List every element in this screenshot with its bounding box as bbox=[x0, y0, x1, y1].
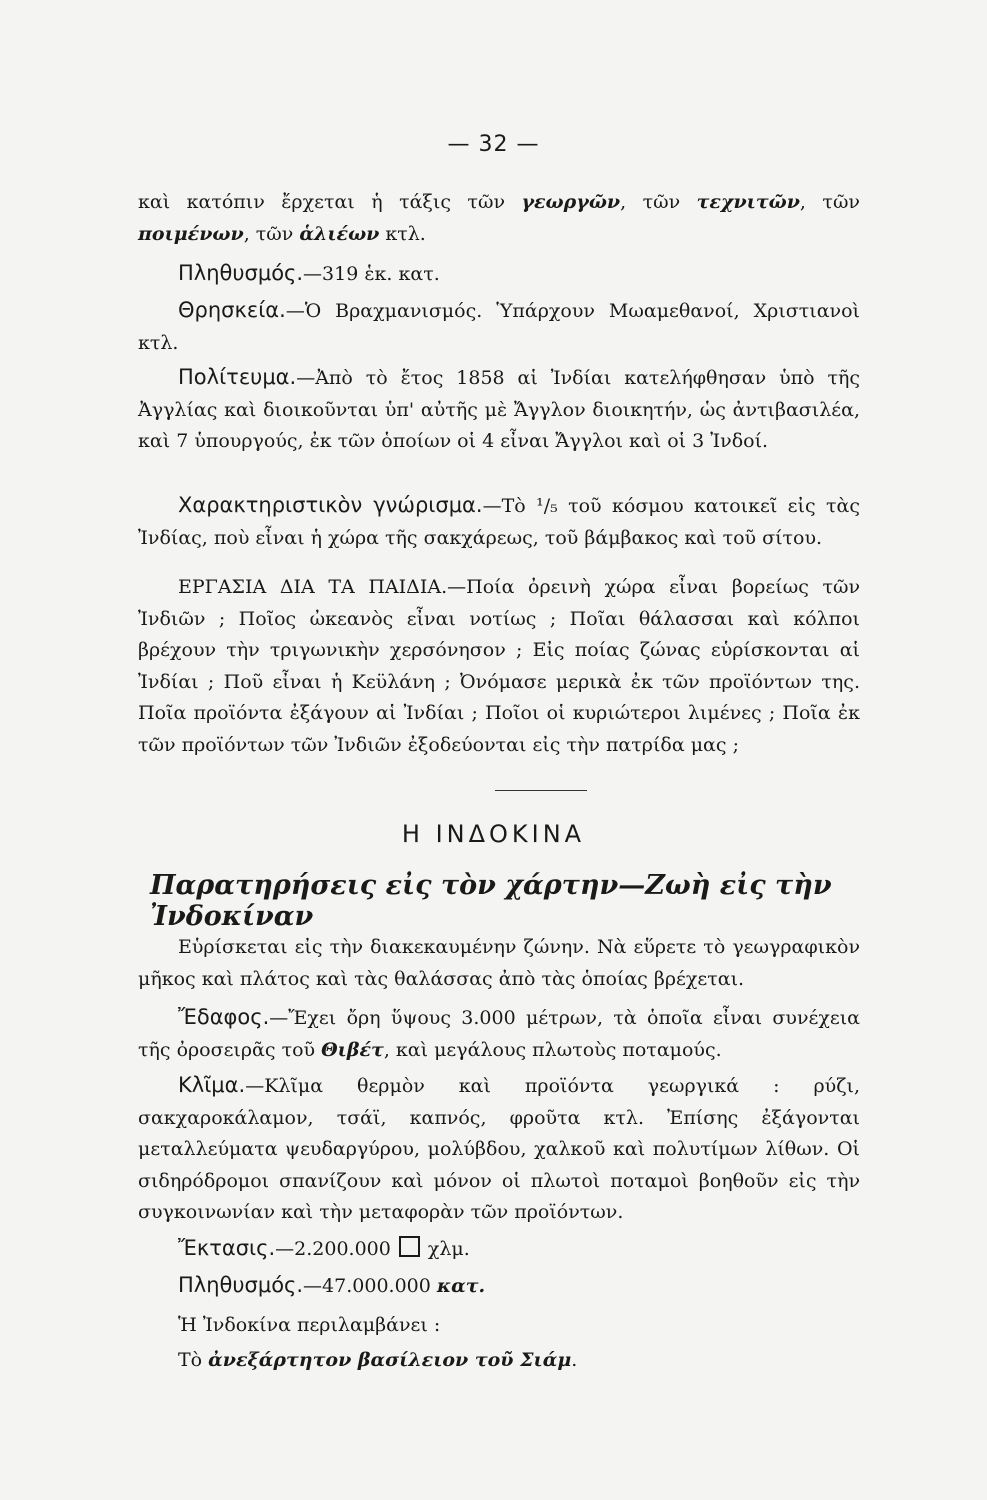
text: —Ἀπὸ τὸ ἔτος 1858 αἱ Ἰνδίαι κατελήφθησαν ὑπὸ τῆς Ἀγγλίας καὶ διοικοῦνται ὑπ' αὐτῆς μὲ Ἄγγλον διοικητήν, ὡς ἀντιβασιλέα, καὶ 7 ὑπουργούς, ἐκ τῶν ὁποίων οἱ 4 εἶναι Ἄγγλοι καὶ οἱ 3 Ἰνδοί. bbox=[138, 367, 860, 452]
bold-term: γεωργῶν bbox=[521, 191, 621, 213]
section-heading: Ἔδαφος. bbox=[178, 1005, 270, 1029]
text: —47.000.000 bbox=[303, 1275, 437, 1297]
section-heading: Χαρακτηριστικὸν γνώρισμα. bbox=[178, 493, 483, 517]
text: . bbox=[571, 1349, 578, 1371]
text: —319 ἑκ. κατ. bbox=[303, 263, 440, 285]
text: κτλ. bbox=[379, 222, 426, 245]
text: καὶ κατόπιν ἔρχεται ἡ τάξις τῶν bbox=[138, 191, 522, 213]
unit: χλμ. bbox=[427, 1238, 470, 1260]
area-paragraph bbox=[138, 1233, 860, 1266]
indochina-population-paragraph bbox=[138, 1270, 860, 1303]
climate-paragraph bbox=[138, 1070, 860, 1229]
bold-term: ποιμένων bbox=[138, 222, 244, 245]
text: , τῶν bbox=[243, 222, 300, 245]
children-exercise-paragraph bbox=[138, 572, 860, 761]
text: Ἡ Ἰνδοκίνα περιλαμβάνει : bbox=[178, 1314, 441, 1336]
text: , καὶ μεγάλους πλωτοὺς ποταμούς. bbox=[383, 1038, 722, 1061]
text: —Ὁ Βραχμανισμός. Ὑπάρχουν Μωαμεθανοί, Χριστιανοὶ κτλ. bbox=[138, 300, 860, 354]
bold-term: ἁλιέων bbox=[299, 222, 380, 245]
section-heading: Ἔκτασις. bbox=[178, 1236, 276, 1260]
section-heading: Πληθυσμός. bbox=[178, 261, 304, 285]
text: —Κλῖμα θερμὸν καὶ προϊόντα γεωργικά : ρύζι, σακχαροκάλαμον, τσάϊ, καπνός, φροῦτα κτλ. Ἐπίσης ἐξάγονται μεταλλεύματα ψευδαργύρου, μολύβδου, χαλκοῦ καὶ πολυτίμων λίθων. Οἱ σιδηρόδρομοι σπανίζουν καὶ μόνον οἱ πλωτοὶ ποταμοὶ βοηθοῦν εἰς τὴν συγκοινωνίαν καὶ τὴν μεταφορὰν τῶν προϊόντων. bbox=[138, 1075, 860, 1223]
square-symbol-icon bbox=[399, 1236, 420, 1257]
text: Τὸ bbox=[178, 1349, 209, 1371]
section-title: Η ΙΝΔΟΚΙΝΑ bbox=[401, 820, 586, 848]
text: —Τὸ ¹/₅ τοῦ κόσμου κατοικεῖ εἰς τὰς Ἰνδίας, ποὺ εἶναι ἡ χώρα τῆς σακχάρεως, τοῦ βάμβακος καὶ τοῦ σίτου. bbox=[138, 495, 860, 549]
section-heading: Πολίτευμα. bbox=[178, 365, 297, 389]
section-subtitle: Παρατηρήσεις εἰς τὸν χάρτην—Ζωὴ εἰς τὴν Ἰνδοκίναν bbox=[150, 870, 832, 932]
section-heading: Πληθυσμός. bbox=[178, 1273, 304, 1297]
unit: κατ. bbox=[436, 1275, 486, 1297]
separator-line bbox=[495, 790, 587, 791]
includes-paragraph bbox=[138, 1310, 860, 1342]
characteristic-paragraph bbox=[138, 490, 860, 554]
bold-term: ἀνεξάρτητον βασίλειον τοῦ Σιάμ bbox=[208, 1349, 572, 1371]
location-paragraph bbox=[138, 932, 860, 995]
population-paragraph bbox=[138, 258, 860, 291]
section-heading: ΕΡΓΑΣΙΑ ΔΙΑ ΤΑ ΠΑΙΔΙΑ. bbox=[178, 576, 448, 598]
section-heading: Θρησκεία. bbox=[178, 298, 286, 322]
text: , τῶν bbox=[620, 191, 697, 213]
bold-term: τεχνιτῶν bbox=[696, 191, 800, 213]
text: , τῶν bbox=[799, 191, 860, 213]
page-number: — 32 — bbox=[447, 132, 540, 157]
religion-paragraph bbox=[138, 295, 860, 359]
section-heading: Κλῖμα. bbox=[178, 1073, 246, 1097]
text: —2.200.000 bbox=[275, 1238, 391, 1260]
text: —Ἔχει ὄρη ὕψους 3.000 μέτρων, τὰ ὁποῖα εἶναι συνέχεια τῆς ὀροσειρᾶς τοῦ bbox=[138, 1007, 860, 1061]
terrain-paragraph bbox=[138, 1002, 860, 1066]
bold-term: Θιβέτ bbox=[321, 1038, 384, 1061]
text: Εὑρίσκεται εἰς τὴν διακεκαυμένην ζώνην. Νὰ εὕρετε τὸ γεωγραφικὸν μῆκος καὶ πλάτος καὶ τὰς θαλάσσας ἀπὸ τὰς ὁποίας βρέχεται. bbox=[138, 936, 860, 990]
intro-paragraph bbox=[138, 187, 860, 250]
government-paragraph bbox=[138, 362, 860, 458]
text: —Ποία ὀρεινὴ χώρα εἶναι βορείως τῶν Ἰνδιῶν ; Ποῖος ὠκεανὸς εἶναι νοτίως ; Ποῖαι θάλασσαι καὶ κόλποι βρέχουν τὴν τριγωνικὴν χερσόνησον ; Εἰς ποίας ζώνας εὑρίσκονται αἱ Ἰνδίαι ; Ποῦ εἶναι ἡ Κεϋλάνη ; Ὀνόμασε μερικὰ ἐκ τῶν προϊόντων της. Ποῖα προϊόντα ἐξάγουν αἱ Ἰνδίαι ; Ποῖοι οἱ κυριώτεροι λιμένες ; Ποῖα ἐκ τῶν προϊόντων τῶν Ἰνδιῶν ἐξοδεύονται εἰς τὴν πατρίδα μας ; bbox=[138, 576, 860, 756]
siam-paragraph bbox=[138, 1345, 860, 1377]
